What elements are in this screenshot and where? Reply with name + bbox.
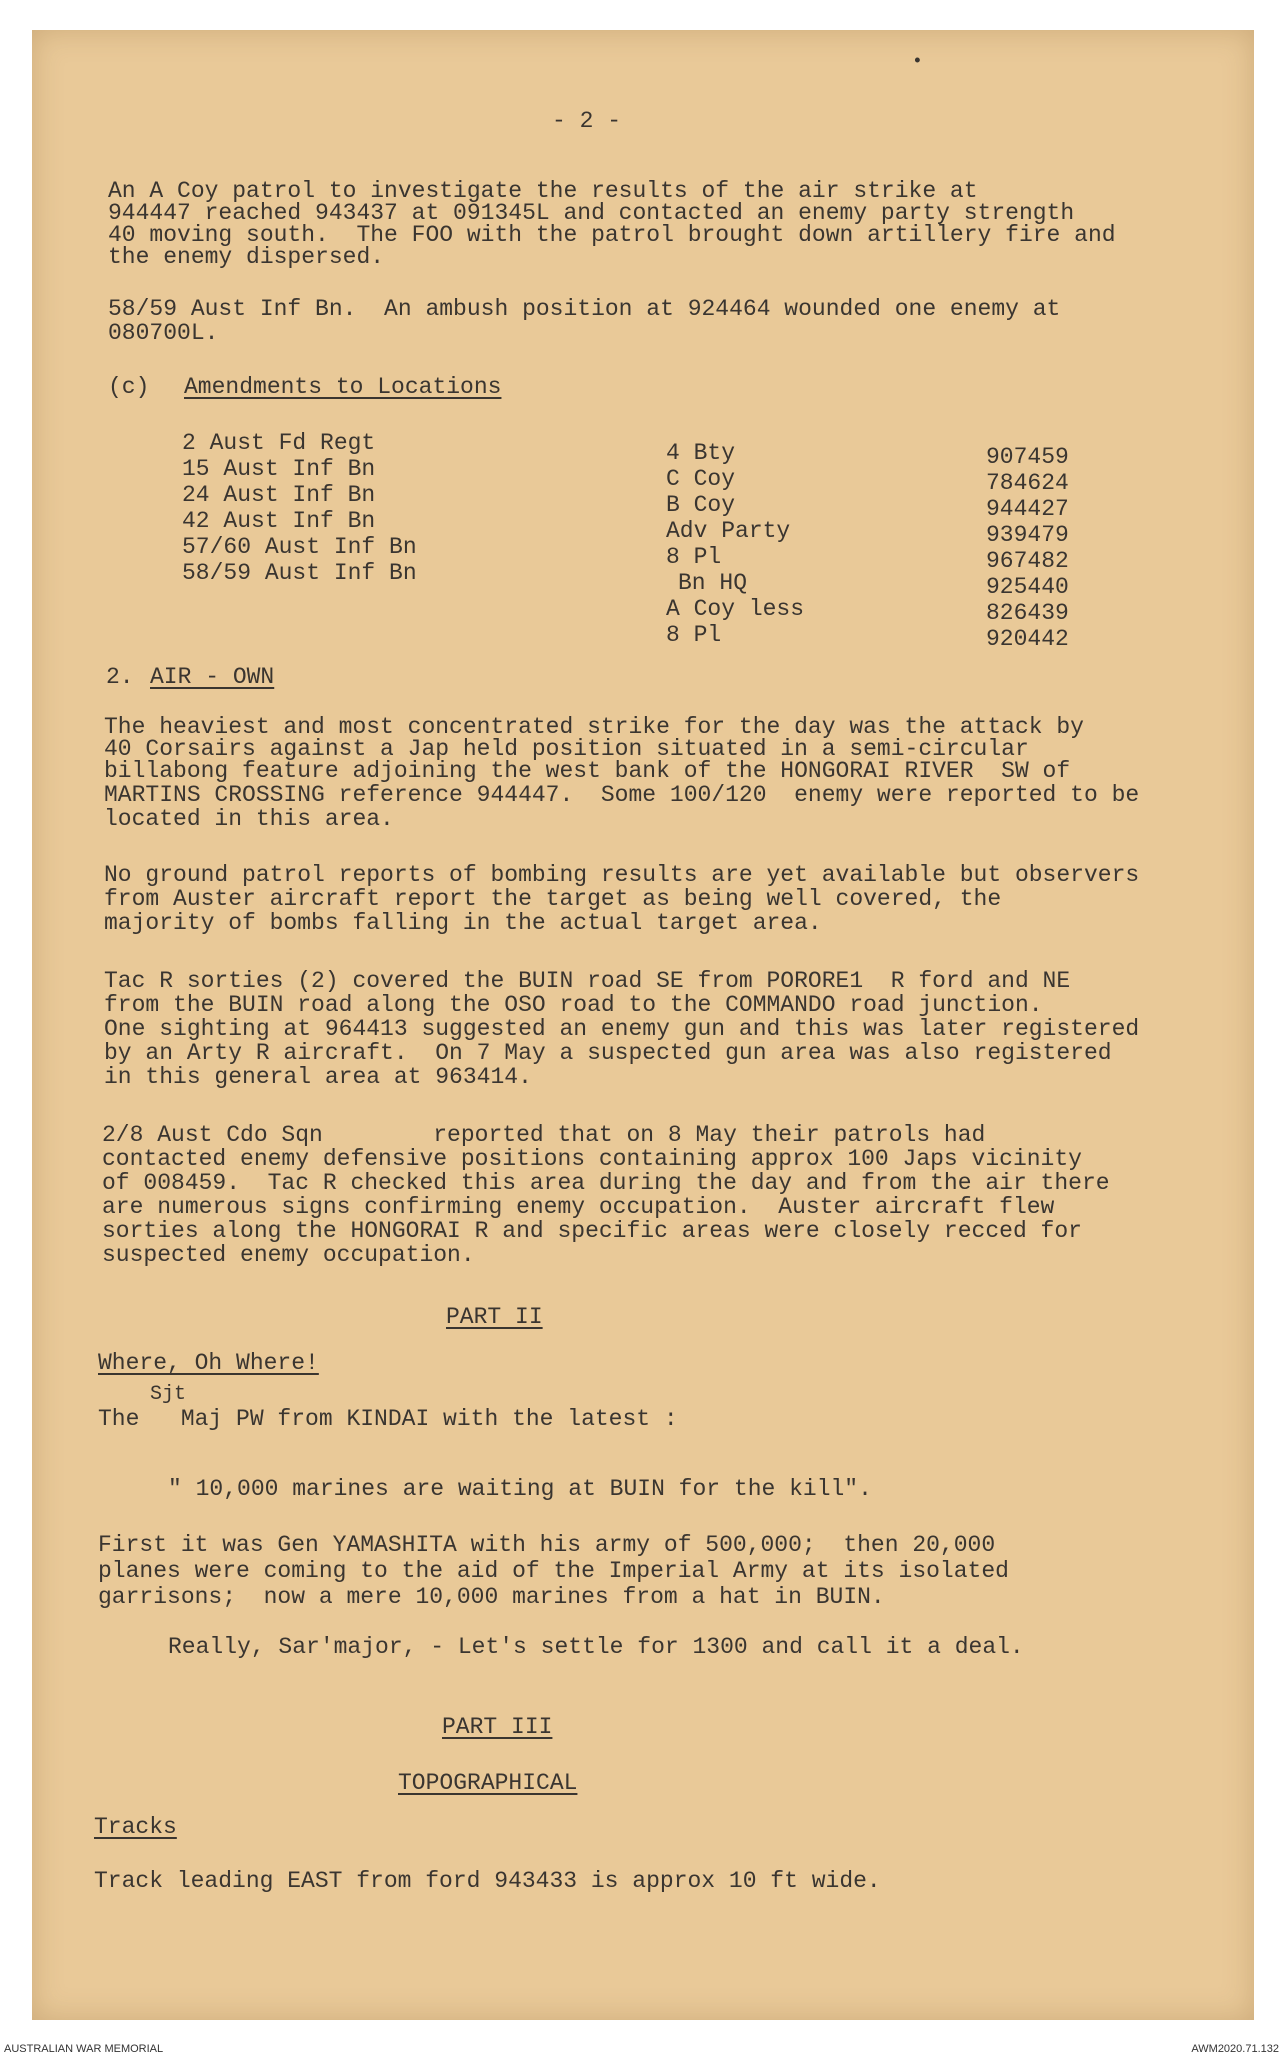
air-para3-line: One sighting at 964413 suggested an enemy gun and this was later registered — [104, 1016, 1140, 1042]
amendments-heading: Amendments to Locations — [184, 374, 502, 400]
bn-5859-line: 58/59 Aust Inf Bn. An ambush position at 924464 wounded one enemy at — [108, 296, 1061, 322]
intro-line: the enemy dispersed. — [108, 244, 385, 270]
air-para1-line: located in this area. — [104, 806, 394, 832]
section-heading: AIR - OWN — [150, 664, 275, 690]
unit-name: 58/59 Aust Inf Bn — [182, 560, 417, 586]
grid-ref: 939479 — [986, 522, 1069, 548]
page-number: - 2 - — [552, 108, 622, 134]
unit-name: 15 Aust Inf Bn — [182, 456, 376, 482]
grid-ref: 826439 — [986, 600, 1069, 626]
unit-name: 57/60 Aust Inf Bn — [182, 534, 417, 560]
subunit-name: 8 Pl — [666, 622, 722, 648]
grid-ref: 784624 — [986, 470, 1069, 496]
air-para1-line: MARTINS CROSSING reference 944447. Some 100/120 enemy were reported to be — [104, 782, 1140, 808]
part-ii-para-line: First it was Gen YAMASHITA with his army of 500,000; then 20,000 — [98, 1532, 996, 1558]
bn-5859-line: 080700L. — [108, 320, 219, 346]
subunit-name: A Coy less — [666, 596, 805, 622]
air-para4-line: 2/8 Aust Cdo Sqn reported that on 8 May their patrols had — [102, 1122, 986, 1148]
part-ii-quote: " 10,000 marines are waiting at BUIN for the kill". — [168, 1476, 872, 1502]
part-ii-subheading: Where, Oh Where! — [98, 1350, 319, 1376]
grid-ref: 944427 — [986, 496, 1069, 522]
air-para2-line: No ground patrol reports of bombing results are yet available but observers — [104, 862, 1140, 888]
part-iii-subheading: TOPOGRAPHICAL — [398, 1770, 578, 1796]
unit-name: 42 Aust Inf Bn — [182, 508, 376, 534]
air-para4-line: suspected enemy occupation. — [102, 1242, 475, 1268]
tracks-text: Track leading EAST from ford 943433 is approx 10 ft wide. — [94, 1868, 881, 1894]
section-number: 2. — [106, 664, 134, 690]
grid-ref: 925440 — [986, 574, 1069, 600]
air-para1-line: 40 Corsairs against a Jap held position situated in a semi-circular — [104, 736, 1029, 762]
ink-mark: • — [912, 52, 923, 72]
air-para3-line: Tac R sorties (2) covered the BUIN road SE from PORORE1 R ford and NE — [104, 968, 1071, 994]
unit-name: 24 Aust Inf Bn — [182, 482, 376, 508]
part-ii-line: The Maj PW from KINDAI with the latest : — [98, 1406, 678, 1432]
air-para4-line: are numerous signs confirming enemy occupation. Auster aircraft flew — [102, 1194, 1055, 1220]
subunit-name: Adv Party — [666, 518, 791, 544]
grid-ref: 967482 — [986, 548, 1069, 574]
subunit-name: Bn HQ — [678, 570, 748, 596]
part-iii-heading: PART III — [442, 1714, 553, 1740]
air-para3-line: in this general area at 963414. — [104, 1064, 532, 1090]
air-para4-line: of 008459. Tac R checked this area during the day and from the air there — [102, 1170, 1110, 1196]
air-para1-line: billabong feature adjoining the west bank of the HONGORAI RIVER SW of — [104, 758, 1071, 784]
tracks-heading: Tracks — [94, 1814, 177, 1840]
document-page — [32, 30, 1254, 2020]
footer-accession-number: AWM2020.71.132 — [1191, 2043, 1279, 2055]
part-ii-para-line: garrisons; now a mere 10,000 marines from a hat in BUIN. — [98, 1584, 885, 1610]
part-ii-para-line: planes were coming to the aid of the Imperial Army at its isolated — [98, 1558, 1009, 1584]
handwritten-insert: Sjt — [150, 1383, 187, 1406]
air-para4-line: sorties along the HONGORAI R and specific areas were closely recced for — [102, 1218, 1082, 1244]
subunit-name: 8 Pl — [666, 544, 722, 570]
intro-line: An A Coy patrol to investigate the results of the air strike at — [108, 178, 978, 204]
air-para2-line: majority of bombs falling in the actual target area. — [104, 910, 822, 936]
part-ii-heading: PART II — [446, 1304, 543, 1330]
subunit-name: C Coy — [666, 466, 736, 492]
amendments-label: (c) — [108, 374, 150, 400]
grid-ref: 907459 — [986, 444, 1069, 470]
air-para4-line: contacted enemy defensive positions containing approx 100 Japs vicinity — [102, 1146, 1082, 1172]
air-para2-line: from Auster aircraft report the target as being well covered, the — [104, 886, 1002, 912]
unit-name: 2 Aust Fd Regt — [182, 430, 376, 456]
air-para3-line: from the BUIN road along the OSO road to the COMMANDO road junction. — [104, 992, 1043, 1018]
subunit-name: 4 Bty — [666, 440, 736, 466]
air-para3-line: by an Arty R aircraft. On 7 May a suspected gun area was also registered — [104, 1040, 1112, 1066]
grid-ref: 920442 — [986, 626, 1069, 652]
intro-line: 944447 reached 943437 at 091345L and contacted an enemy party strength — [108, 200, 1075, 226]
intro-line: 40 moving south. The FOO with the patrol brought down artillery fire and — [108, 222, 1116, 248]
footer-credit: AUSTRALIAN WAR MEMORIAL — [4, 2043, 164, 2055]
air-para1-line: The heaviest and most concentrated strike for the day was the attack by — [104, 714, 1084, 740]
subunit-name: B Coy — [666, 492, 736, 518]
part-ii-closing: Really, Sar'major, - Let's settle for 1300 and call it a deal. — [168, 1634, 1024, 1660]
